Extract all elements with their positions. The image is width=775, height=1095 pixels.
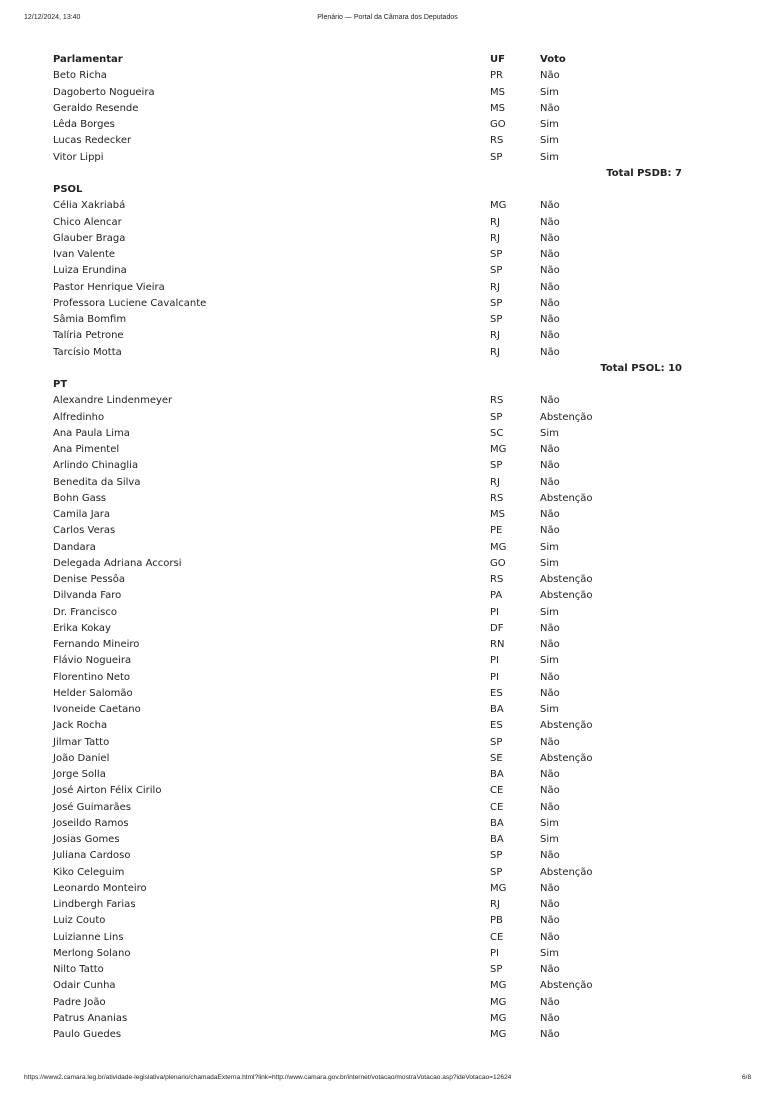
deputy-vote: Abstenção <box>540 590 593 602</box>
deputy-uf: GO <box>490 557 506 569</box>
deputy-name: José Airton Félix Cirilo <box>53 785 162 797</box>
deputy-uf: PI <box>490 655 499 667</box>
table-row <box>0 816 775 832</box>
party-heading-row <box>0 182 775 198</box>
deputy-name: Florentino Neto <box>53 671 131 683</box>
table-row <box>0 328 775 344</box>
deputy-uf: PR <box>490 70 503 82</box>
deputy-name: Josias Gomes <box>53 834 120 845</box>
deputy-vote: Não <box>540 622 560 634</box>
deputy-name: Luiz Couto <box>53 915 106 927</box>
deputy-vote: Não <box>540 931 560 943</box>
deputy-vote: Sim <box>540 704 559 715</box>
deputy-uf: SP <box>490 850 503 862</box>
table-row <box>0 215 775 231</box>
table-row <box>0 588 775 604</box>
deputy-name: Dagoberto Nogueira <box>53 86 155 98</box>
deputy-name: Camila Jara <box>53 509 111 520</box>
deputy-vote: Sim <box>540 151 559 163</box>
deputy-uf: PI <box>490 606 499 618</box>
deputy-vote: Sim <box>540 817 559 829</box>
deputy-uf: DF <box>490 622 504 634</box>
table-row <box>0 637 775 653</box>
page-number: 6/8 <box>742 1074 752 1081</box>
deputy-vote: Sim <box>540 834 559 845</box>
deputy-name: Ivoneide Caetano <box>53 704 141 715</box>
deputy-uf: MS <box>490 509 505 520</box>
deputy-name: Odair Cunha <box>53 980 116 992</box>
deputy-vote: Não <box>540 785 560 797</box>
deputy-uf: MG <box>490 996 507 1008</box>
table-row <box>0 85 775 101</box>
deputy-name: Geraldo Resende <box>53 102 139 114</box>
deputy-uf: MG <box>490 882 507 894</box>
deputy-name: Arlindo Chinaglia <box>53 460 139 472</box>
deputy-name: Fernando Mineiro <box>53 639 140 650</box>
deputy-vote: Não <box>540 395 560 407</box>
deputy-name: Alexandre Lindenmeyer <box>53 395 173 407</box>
deputy-uf: RS <box>490 135 504 147</box>
deputy-vote: Sim <box>540 557 559 569</box>
deputy-uf: PA <box>490 590 503 602</box>
table-row <box>0 1011 775 1027</box>
deputy-name: Ana Paula Lima <box>53 427 130 439</box>
deputy-uf: RS <box>490 395 504 407</box>
deputy-name: Erika Kokay <box>53 622 111 634</box>
deputy-uf: CE <box>490 801 504 813</box>
table-row <box>0 832 775 848</box>
deputy-vote: Não <box>540 281 560 293</box>
table-row <box>0 263 775 279</box>
column-header-parlamentar: Parlamentar <box>53 54 123 65</box>
deputy-vote: Não <box>540 314 560 325</box>
deputy-uf: SP <box>490 460 503 472</box>
deputy-name: Jack Rocha <box>53 720 108 732</box>
deputy-vote: Não <box>540 639 560 650</box>
deputy-uf: SP <box>490 736 503 748</box>
deputy-uf: MG <box>490 541 507 553</box>
deputy-vote: Não <box>540 70 560 82</box>
deputy-uf: BA <box>490 817 504 829</box>
table-row <box>0 133 775 149</box>
deputy-name: Glauber Braga <box>53 232 126 244</box>
deputy-name: Jilmar Tatto <box>53 736 110 748</box>
deputy-name: Paulo Guedes <box>53 1029 122 1040</box>
table-row <box>0 913 775 929</box>
deputy-vote: Abstenção <box>540 574 593 585</box>
deputy-name: Lindbergh Farias <box>53 899 136 910</box>
table-row <box>0 410 775 426</box>
table-row <box>0 718 775 734</box>
deputy-vote: Abstenção <box>540 720 593 732</box>
deputy-name: Patrus Ananias <box>53 1012 128 1024</box>
deputy-vote: Não <box>540 476 560 488</box>
deputy-uf: MG <box>490 200 507 212</box>
deputy-name: Dandara <box>53 541 96 553</box>
deputy-uf: RN <box>490 639 505 650</box>
table-row <box>0 751 775 767</box>
deputy-name: João Daniel <box>53 752 110 764</box>
deputy-vote: Não <box>540 671 560 683</box>
deputy-uf: SP <box>490 314 503 325</box>
deputy-vote: Não <box>540 249 560 260</box>
deputy-vote: Não <box>540 509 560 520</box>
table-row <box>0 345 775 361</box>
deputy-uf: BA <box>490 834 504 845</box>
table-row <box>0 296 775 312</box>
deputy-vote: Não <box>540 964 560 975</box>
deputy-vote: Sim <box>540 947 559 959</box>
deputy-name: Flávio Nogueira <box>53 655 132 667</box>
column-header-uf: UF <box>490 54 505 65</box>
deputy-name: Talíria Petrone <box>53 330 124 342</box>
deputy-name: Leonardo Monteiro <box>53 882 147 894</box>
deputy-uf: RJ <box>490 346 500 358</box>
table-row <box>0 458 775 474</box>
deputy-name: Lucas Redecker <box>53 135 132 147</box>
deputy-name: Dilvanda Faro <box>53 590 122 602</box>
deputy-vote: Sim <box>540 427 559 439</box>
party-heading-row <box>0 377 775 393</box>
deputy-name: Célia Xakriabá <box>53 200 126 212</box>
deputy-name: Nilto Tatto <box>53 964 104 975</box>
party-total-row <box>0 166 775 182</box>
deputy-uf: ES <box>490 687 503 699</box>
deputy-uf: RJ <box>490 281 500 293</box>
deputy-uf: SP <box>490 249 503 260</box>
deputy-name: Bohn Gass <box>53 492 107 504</box>
deputy-uf: CE <box>490 785 504 797</box>
deputy-vote: Abstenção <box>540 752 593 764</box>
table-row <box>0 280 775 296</box>
table-row <box>0 68 775 84</box>
deputy-vote: Não <box>540 687 560 699</box>
deputy-uf: SP <box>490 265 503 277</box>
deputy-uf: SP <box>490 151 503 163</box>
deputy-vote: Não <box>540 882 560 894</box>
deputy-uf: MS <box>490 86 505 98</box>
deputy-uf: RS <box>490 574 504 585</box>
deputy-vote: Abstenção <box>540 411 593 423</box>
table-row <box>0 995 775 1011</box>
table-row <box>0 312 775 328</box>
table-row <box>0 101 775 117</box>
print-datetime: 12/12/2024, 13:40 <box>24 14 81 21</box>
table-row <box>0 800 775 816</box>
table-row <box>0 735 775 751</box>
table-row <box>0 523 775 539</box>
deputy-uf: BA <box>490 704 504 715</box>
deputy-vote: Sim <box>540 606 559 618</box>
deputy-uf: SP <box>490 866 503 878</box>
print-page-title: Plenário — Portal da Câmara dos Deputados <box>317 14 458 21</box>
table-row <box>0 556 775 572</box>
party-total: Total PSOL: 10 <box>600 362 682 374</box>
deputy-uf: MG <box>490 1012 507 1024</box>
deputy-vote: Sim <box>540 135 559 147</box>
deputy-name: Joseildo Ramos <box>53 817 129 829</box>
party-total-row <box>0 361 775 377</box>
deputy-vote: Não <box>540 850 560 862</box>
table-row <box>0 848 775 864</box>
table-row <box>0 426 775 442</box>
deputy-vote: Sim <box>540 119 559 130</box>
deputy-vote: Sim <box>540 541 559 553</box>
deputy-uf: MG <box>490 444 507 455</box>
deputy-vote: Não <box>540 216 560 228</box>
table-row <box>0 247 775 263</box>
table-row <box>0 865 775 881</box>
deputy-uf: RS <box>490 492 504 504</box>
deputy-uf: MG <box>490 1029 507 1040</box>
table-row <box>0 393 775 409</box>
deputy-vote: Sim <box>540 86 559 98</box>
deputy-name: Sâmia Bomfim <box>53 314 127 325</box>
table-header-row <box>0 52 775 68</box>
deputy-uf: RJ <box>490 899 500 910</box>
deputy-name: Lêda Borges <box>53 119 115 130</box>
deputy-uf: SC <box>490 427 504 439</box>
deputy-name: Pastor Henrique Vieira <box>53 281 165 293</box>
deputy-name: Padre João <box>53 996 106 1008</box>
table-row <box>0 198 775 214</box>
deputy-vote: Não <box>540 102 560 114</box>
deputy-vote: Não <box>540 801 560 813</box>
party-total: Total PSDB: 7 <box>606 167 682 179</box>
deputy-name: Ivan Valente <box>53 249 116 260</box>
deputy-name: Vitor Lippi <box>53 151 104 163</box>
table-row <box>0 1027 775 1043</box>
deputy-vote: Não <box>540 265 560 277</box>
table-row <box>0 686 775 702</box>
deputy-uf: MG <box>490 980 507 992</box>
deputy-uf: CE <box>490 931 504 943</box>
table-row <box>0 962 775 978</box>
table-row <box>0 653 775 669</box>
votes-table <box>0 52 775 1043</box>
table-row <box>0 475 775 491</box>
deputy-name: Kiko Celeguim <box>53 866 125 878</box>
table-row <box>0 783 775 799</box>
deputy-vote: Não <box>540 330 560 342</box>
deputy-name: Chico Alencar <box>53 216 122 228</box>
deputy-vote: Abstenção <box>540 980 593 992</box>
deputy-vote: Não <box>540 1029 560 1040</box>
deputy-name: Helder Salomão <box>53 687 133 699</box>
table-row <box>0 978 775 994</box>
deputy-name: Luiza Erundina <box>53 265 127 277</box>
table-row <box>0 605 775 621</box>
table-row <box>0 572 775 588</box>
deputy-name: Ana Pimentel <box>53 444 120 455</box>
table-row <box>0 621 775 637</box>
deputy-vote: Não <box>540 460 560 472</box>
column-header-voto: Voto <box>540 54 566 65</box>
party-heading: PT <box>53 379 68 390</box>
deputy-vote: Não <box>540 200 560 212</box>
deputy-vote: Não <box>540 525 560 537</box>
deputy-vote: Não <box>540 915 560 927</box>
deputy-uf: BA <box>490 769 504 780</box>
deputy-vote: Abstenção <box>540 866 593 878</box>
deputy-vote: Não <box>540 297 560 309</box>
table-row <box>0 231 775 247</box>
deputy-name: Benedita da Silva <box>53 476 141 488</box>
deputy-uf: RJ <box>490 232 500 244</box>
table-row <box>0 670 775 686</box>
deputy-uf: SP <box>490 964 503 975</box>
deputy-vote: Não <box>540 899 560 910</box>
deputy-name: Denise Pessôa <box>53 574 126 585</box>
deputy-uf: SP <box>490 411 503 423</box>
deputy-uf: SP <box>490 297 503 309</box>
deputy-uf: RJ <box>490 216 500 228</box>
deputy-name: Delegada Adriana Accorsi <box>53 557 182 569</box>
deputy-vote: Sim <box>540 655 559 667</box>
deputy-name: Jorge Solla <box>53 769 106 780</box>
deputy-uf: RJ <box>490 330 500 342</box>
table-row <box>0 946 775 962</box>
deputy-name: Carlos Veras <box>53 525 116 537</box>
table-row <box>0 442 775 458</box>
deputy-vote: Abstenção <box>540 492 593 504</box>
table-row <box>0 540 775 556</box>
deputy-vote: Não <box>540 996 560 1008</box>
deputy-name: José Guimarães <box>53 801 131 813</box>
table-row <box>0 767 775 783</box>
deputy-uf: SE <box>490 752 503 764</box>
deputy-uf: PE <box>490 525 503 537</box>
deputy-uf: GO <box>490 119 506 130</box>
table-row <box>0 702 775 718</box>
table-row <box>0 491 775 507</box>
deputy-vote: Não <box>540 1012 560 1024</box>
deputy-vote: Não <box>540 232 560 244</box>
table-row <box>0 117 775 133</box>
deputy-vote: Não <box>540 346 560 358</box>
deputy-vote: Não <box>540 444 560 455</box>
deputy-uf: RJ <box>490 476 500 488</box>
deputy-name: Beto Richa <box>53 70 107 82</box>
deputy-uf: PI <box>490 671 499 683</box>
table-row <box>0 897 775 913</box>
deputy-uf: MS <box>490 102 505 114</box>
deputy-name: Alfredinho <box>53 411 105 423</box>
table-row <box>0 881 775 897</box>
party-heading: PSOL <box>53 184 83 195</box>
deputy-uf: ES <box>490 720 503 732</box>
table-row <box>0 150 775 166</box>
deputy-name: Merlong Solano <box>53 947 131 959</box>
deputy-name: Professora Luciene Cavalcante <box>53 297 207 309</box>
deputy-name: Juliana Cardoso <box>53 850 131 862</box>
deputy-uf: PB <box>490 915 503 927</box>
deputy-uf: PI <box>490 947 499 959</box>
deputy-vote: Não <box>540 736 560 748</box>
deputy-name: Luizianne Lins <box>53 931 124 943</box>
table-row <box>0 507 775 523</box>
deputy-name: Tarcísio Motta <box>53 346 122 358</box>
deputy-vote: Não <box>540 769 560 780</box>
print-url: https://www2.camara.leg.br/atividade-legislativa/plenario/chamadaExterna.html?link=http://www.camara.gov.br/internet/votacao/mostraVotacao.asp?ideVotacao=12624 <box>24 1074 512 1081</box>
table-row <box>0 930 775 946</box>
deputy-name: Dr. Francisco <box>53 606 117 618</box>
